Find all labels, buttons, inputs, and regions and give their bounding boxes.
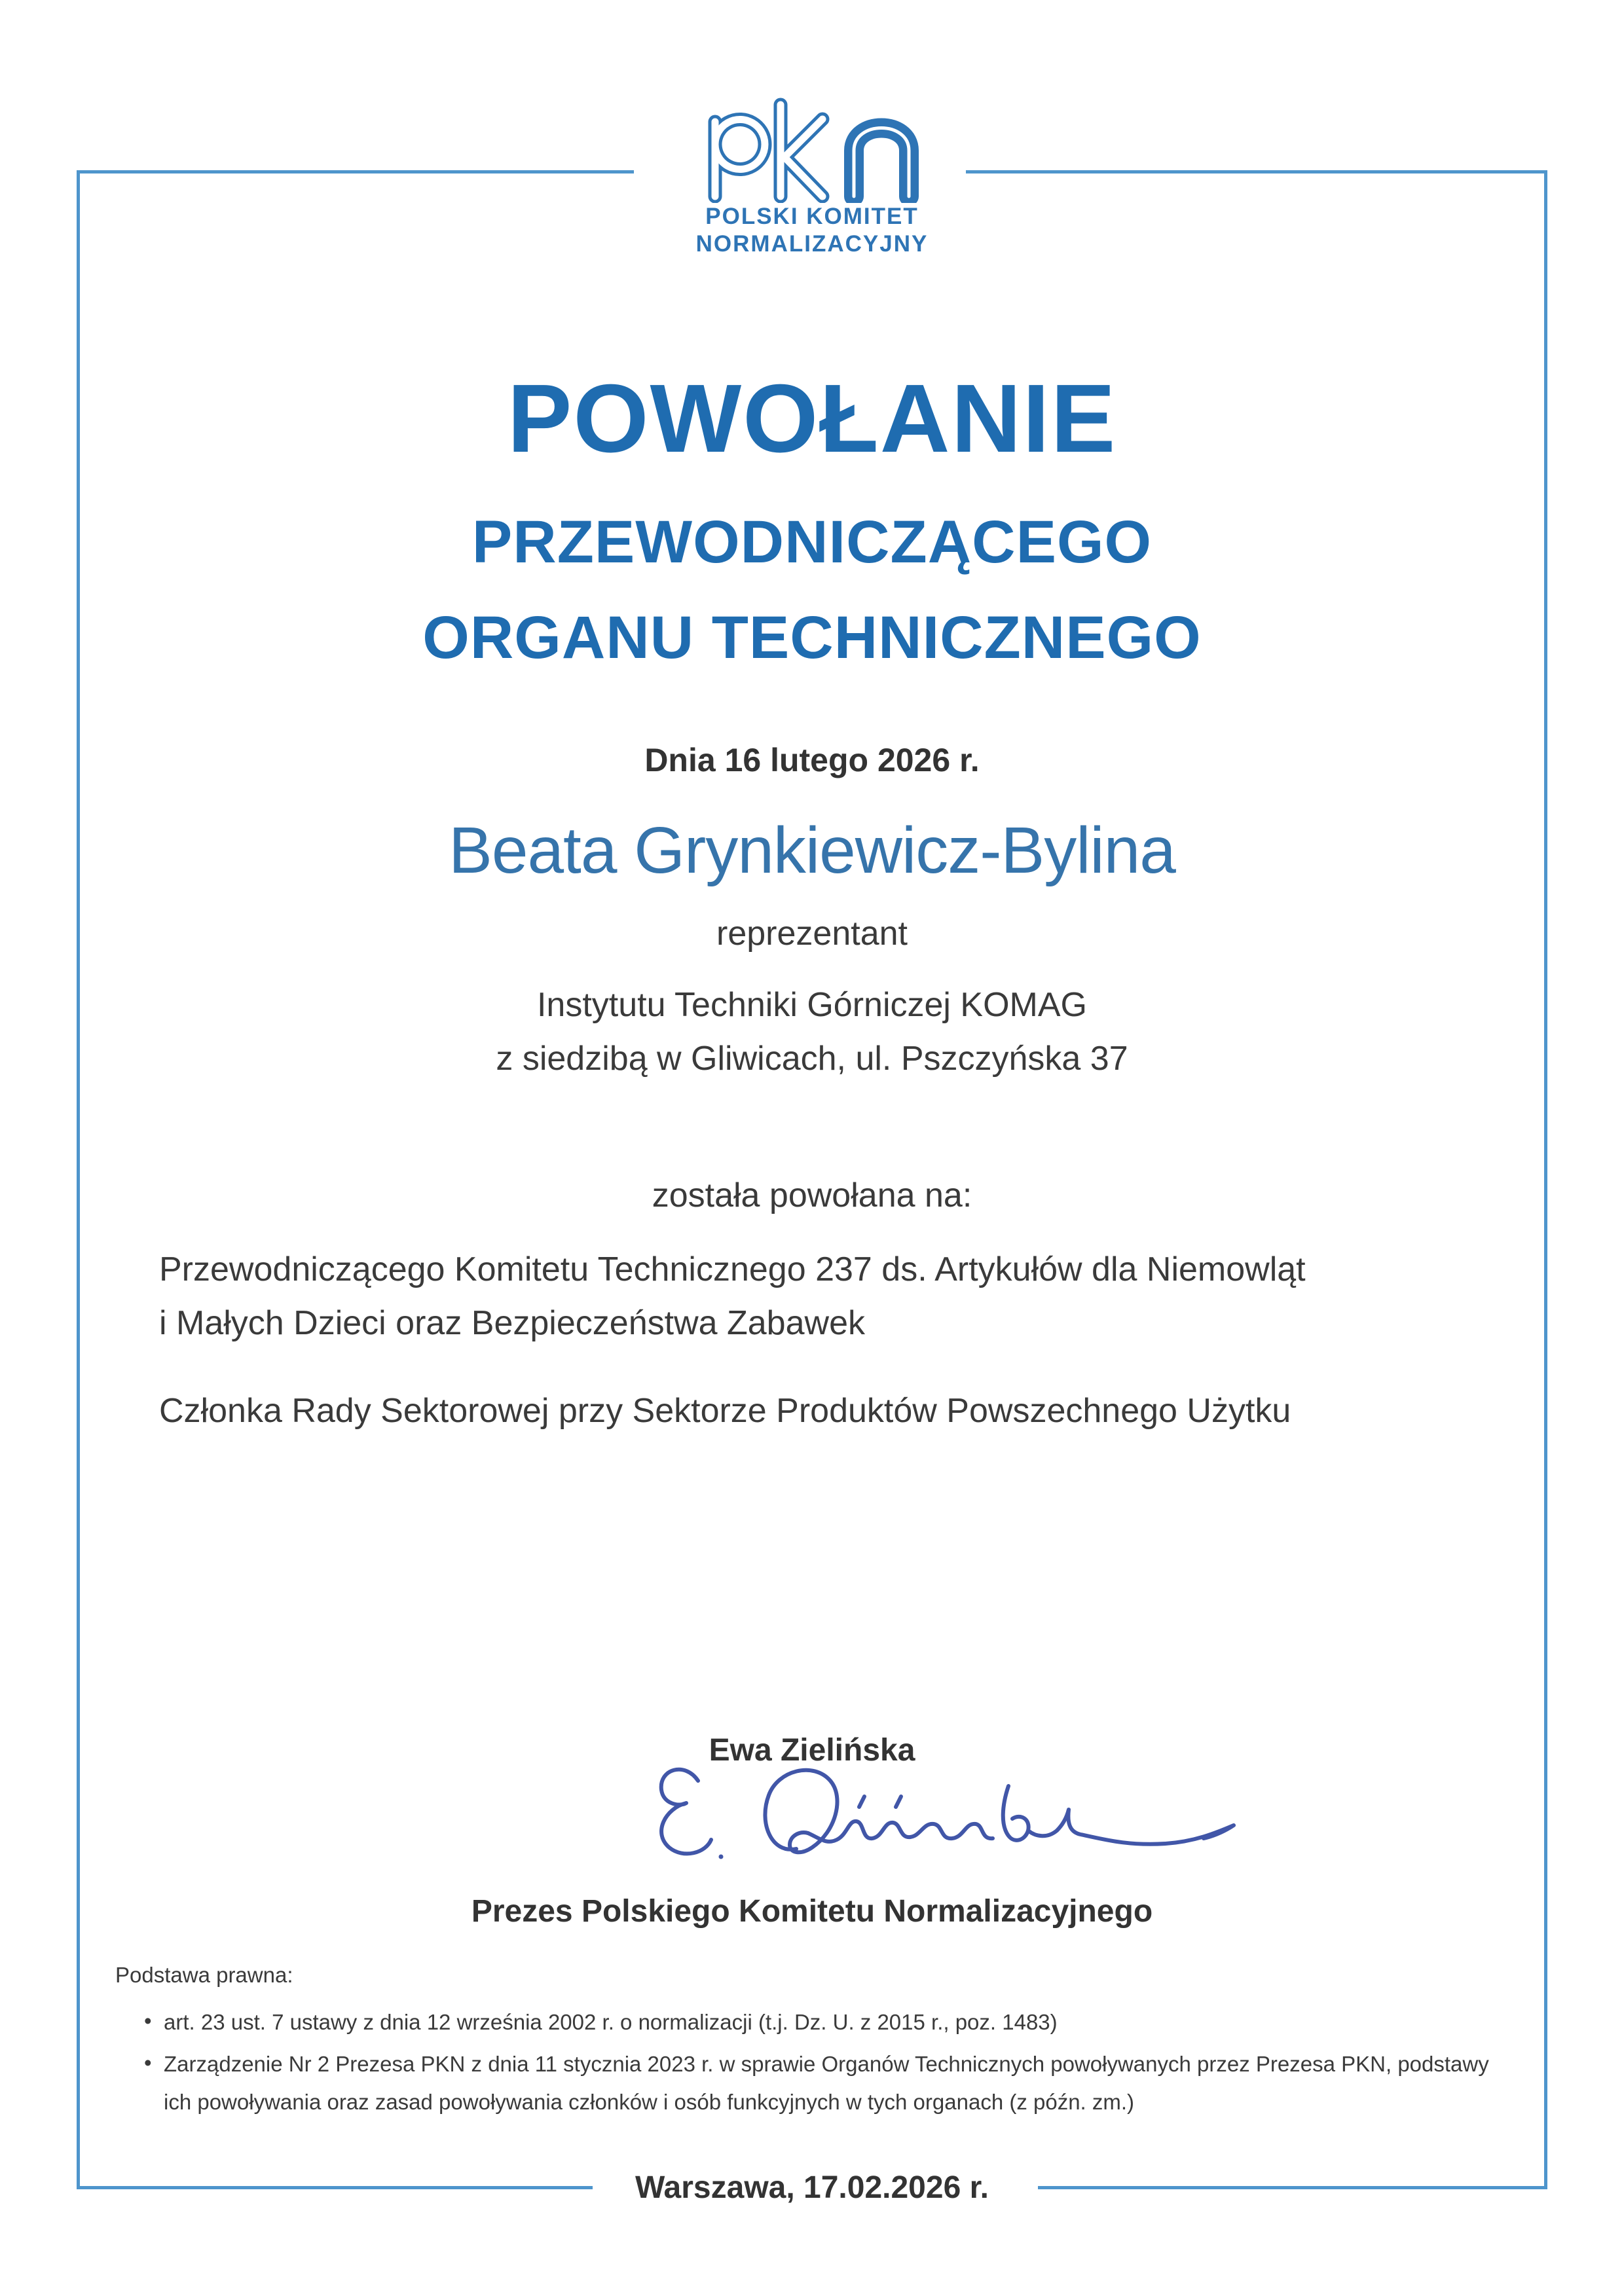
position-line: Przewodniczącego Komitetu Technicznego 237 ds. Artykułów dla Niemowląt xyxy=(159,1250,1306,1288)
place-and-date: Warszawa, 17.02.2026 r. xyxy=(635,2170,989,2205)
position-line: i Małych Dzieci oraz Bezpieczeństwa Zabawek xyxy=(159,1304,865,1342)
appointed-statement: została powołana na: xyxy=(652,1176,972,1214)
pkn-logo xyxy=(0,97,1624,258)
institution-block xyxy=(0,978,1624,1085)
signer-name: Ewa Zielińska xyxy=(709,1733,915,1768)
position-item xyxy=(159,1243,1482,1350)
legal-item xyxy=(115,2003,1549,2041)
institution-line1: Instytutu Techniki Górniczej KOMAG xyxy=(536,986,1088,1024)
legal-basis-list xyxy=(115,2003,1549,2121)
legal-item-line: art. 23 ust. 7 ustawy z dnia 12 września 2002 r. o normalizacji (t.j. Dz. U. z 2015 r., poz. 1483) xyxy=(164,2010,1058,2034)
legal-item-line: Zarządzenie Nr 2 Prezesa PKN z dnia 11 stycznia 2023 r. w sprawie Organów Technicznych powoływanych przez Prezesa PKN, podstawy xyxy=(164,2052,1489,2076)
position-line: Członka Rady Sektorowej przy Sektorze Produktów Powszechnego Użytku xyxy=(159,1392,1291,1430)
legal-item-line: ich powoływania oraz zasad powoływania członków i osób funkcyjnych w tych organach (z późn. zm.) xyxy=(164,2090,1135,2114)
legal-basis-section xyxy=(115,1956,1549,2121)
document-subtitle-line2: ORGANU TECHNICZNEGO xyxy=(422,604,1202,671)
handwritten-signature xyxy=(642,1749,1257,1887)
bullet-icon: • xyxy=(144,2009,152,2033)
appointee-name: Beata Grynkiewicz-Bylina xyxy=(449,814,1175,887)
appointed-positions xyxy=(159,1243,1482,1438)
bullet-icon: • xyxy=(144,2050,152,2075)
appointment-date: Dnia 16 lutego 2026 r. xyxy=(644,742,980,778)
position-item xyxy=(159,1384,1482,1438)
signer-title: Prezes Polskiego Komitetu Normalizacyjnego xyxy=(471,1894,1153,1929)
logo-text-line2: NORMALIZACYJNY xyxy=(695,231,929,257)
logo-text-line1: POLSKI KOMITET xyxy=(705,204,919,229)
legal-basis-heading: Podstawa prawna: xyxy=(115,1963,293,1987)
pkn-monogram-icon xyxy=(701,97,923,203)
legal-item xyxy=(115,2045,1549,2121)
document-title: POWOŁANIE xyxy=(507,365,1117,473)
appointee-role: reprezentant xyxy=(716,915,908,953)
document-subtitle-line1: PRZEWODNICZĄCEGO xyxy=(471,509,1153,575)
institution-line2: z siedzibą w Gliwicach, ul. Pszczyńska 37 xyxy=(496,1040,1128,1078)
